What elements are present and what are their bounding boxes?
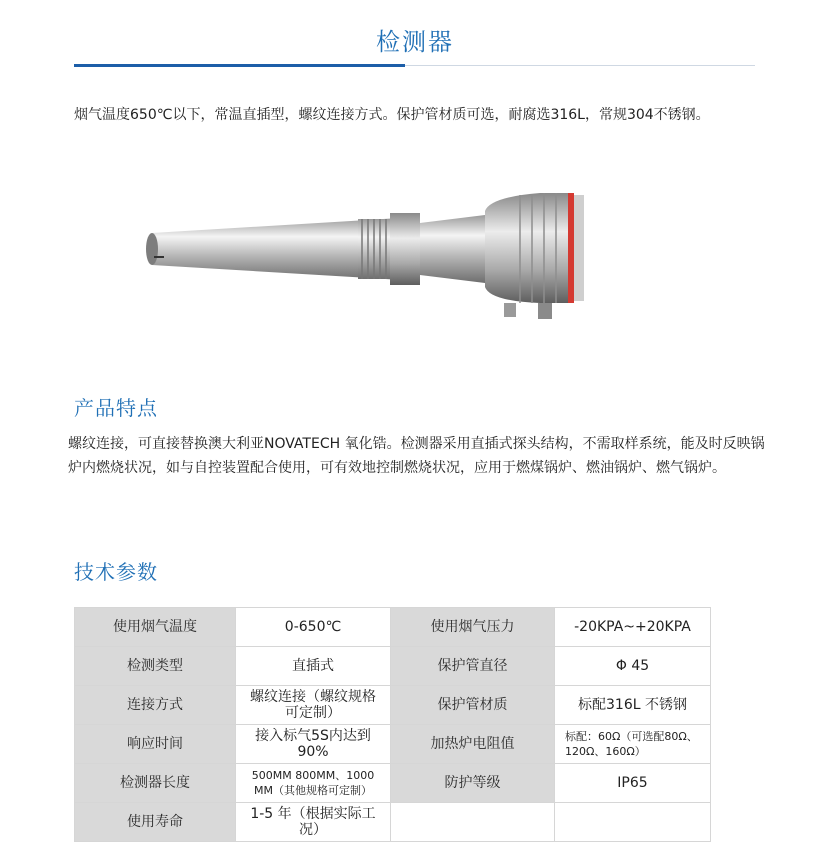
param-value: 螺纹连接（螺纹规格可定制） <box>236 686 391 725</box>
param-value: 标配：60Ω（可选配80Ω、120Ω、160Ω） <box>555 725 711 764</box>
param-label: 响应时间 <box>75 725 236 764</box>
param-label: 检测类型 <box>75 647 236 686</box>
page-title: 检测器 <box>376 28 454 56</box>
param-label: 保护管材质 <box>391 686 555 725</box>
param-value <box>555 803 711 842</box>
cable-gland <box>504 303 516 317</box>
param-value: 标配316L 不锈钢 <box>555 686 711 725</box>
title-divider <box>405 65 755 66</box>
red-seal-ring <box>568 193 574 303</box>
title-underline <box>74 64 405 67</box>
param-label: 防护等级 <box>391 764 555 803</box>
table-row <box>75 608 711 647</box>
table-row <box>75 803 711 842</box>
param-value: -20KPA~+20KPA <box>555 608 711 647</box>
cable-gland <box>538 303 552 319</box>
table-row <box>75 647 711 686</box>
param-value: 直插式 <box>236 647 391 686</box>
param-label: 加热炉电阻值 <box>391 725 555 764</box>
param-value: Φ 45 <box>555 647 711 686</box>
param-label: 连接方式 <box>75 686 236 725</box>
params-table <box>74 607 711 842</box>
table-row <box>75 764 711 803</box>
table-row <box>75 725 711 764</box>
param-label: 使用烟气温度 <box>75 608 236 647</box>
hex-nut <box>390 213 420 285</box>
param-value: 500MM 800MM、1000 MM（其他规格可定制） <box>236 764 391 803</box>
table-row <box>75 686 711 725</box>
param-value: IP65 <box>555 764 711 803</box>
param-label <box>391 803 555 842</box>
param-label: 使用烟气压力 <box>391 608 555 647</box>
param-label: 使用寿命 <box>75 803 236 842</box>
param-label: 检测器长度 <box>75 764 236 803</box>
param-value: 0-650℃ <box>236 608 391 647</box>
detector-head <box>485 193 572 303</box>
features-heading: 产品特点 <box>74 396 158 420</box>
thread-section <box>358 219 394 279</box>
param-label: 保护管直径 <box>391 647 555 686</box>
param-value: 1-5 年（根据实际工况） <box>236 803 391 842</box>
intro-paragraph: 烟气温度650℃以下，常温直插型，螺纹连接方式。保护管材质可选，耐腐选316L，常规304不锈钢。 <box>74 107 710 123</box>
params-heading: 技术参数 <box>74 560 158 584</box>
detector-product-image <box>140 185 600 335</box>
param-value: 接入标气5S内达到90% <box>236 725 391 764</box>
probe-neck <box>420 215 485 283</box>
features-paragraph: 螺纹连接，可直接替换澳大利亚NOVATECH 氧化锆。检测器采用直插式探头结构，不需取样系统，能及时反映锅炉内燃烧状况，如与自控装置配合使用，可有效地控制燃烧状况，应用于燃煤锅炉、燃油锅炉、燃气锅炉。 <box>68 436 765 476</box>
